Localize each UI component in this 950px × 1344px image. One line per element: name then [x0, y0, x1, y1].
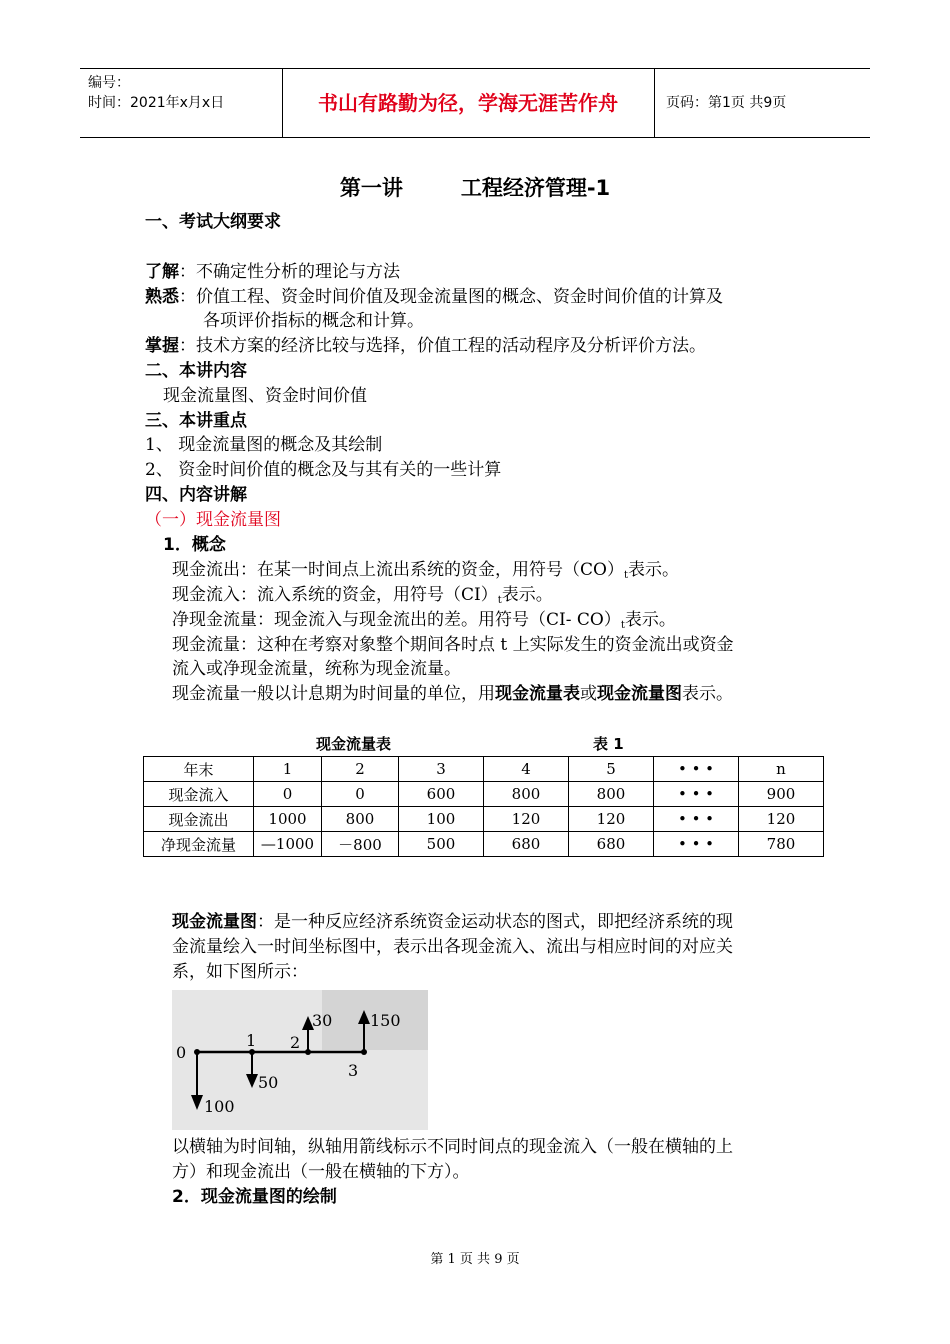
table-label: 表 1: [593, 735, 624, 753]
table-cell: 5: [569, 757, 654, 782]
value-label-50: 50: [258, 1073, 279, 1092]
header-meta: [88, 73, 224, 113]
diagram-after-line1: 以横轴为时间轴，纵轴用箭线标示不同时间点的现金流入（一般在横轴的上: [172, 1137, 733, 1157]
cashflow-diagram: [172, 990, 428, 1130]
header-page-info: 页码：第1页 共9页: [666, 95, 787, 111]
diagram-def-line1: [172, 910, 733, 934]
diagram-after-line2: 方）和现金流出（一般在横轴的下方）。: [172, 1162, 470, 1182]
familiar-label: 熟悉: [145, 287, 179, 307]
master-label: 掌握: [145, 336, 179, 356]
header-divider: [654, 69, 655, 137]
page-header: [80, 68, 870, 138]
table-cell: 680: [569, 832, 654, 857]
subscript-t: t: [623, 570, 628, 581]
inflow-text-end: 表示。: [501, 585, 553, 605]
time-label-1: 1: [246, 1031, 257, 1050]
time-label-0: 0: [176, 1043, 187, 1062]
table-cell: 现金流出: [144, 807, 254, 832]
key-point-1: 1、 现金流量图的概念及其绘制: [145, 435, 383, 455]
table-cell: 800: [569, 782, 654, 807]
section2-text: 现金流量图、资金时间价值: [163, 386, 367, 406]
time-label: 时间：2021年x月x日: [88, 95, 225, 111]
value-label-100: 100: [204, 1097, 235, 1116]
inflow-text: 现金流入：流入系统的资金，用符号（CI）: [172, 585, 498, 605]
header-motto: 书山有路勤为径，学海无涯苦作舟: [318, 91, 618, 115]
key-point-2: 2、 资金时间价值的概念及与其有关的一些计算: [145, 460, 502, 480]
section3-heading: 三、本讲重点: [145, 411, 247, 431]
diagram-def-line3: 系，如下图所示：: [172, 962, 308, 982]
table-cell: 120: [569, 807, 654, 832]
outflow-text: 现金流出：在某一时间点上流出系统的资金，用符号（CO）: [172, 560, 624, 580]
table-cell: 100: [399, 807, 484, 832]
time-label-3: 3: [348, 1061, 359, 1080]
drawing-heading: 2．现金流量图的绘制: [172, 1187, 337, 1207]
subscript-t: t: [497, 595, 502, 606]
represent-line: [172, 682, 733, 706]
represent-end: 表示。: [682, 684, 733, 704]
table-cell: 净现金流量: [144, 832, 254, 857]
table-cell: 0: [322, 782, 399, 807]
table-cell: 900: [739, 782, 824, 807]
table-cell: 680: [484, 832, 569, 857]
familiar-line2: 各项评价指标的概念和计算。: [203, 311, 424, 331]
table-cell: 120: [484, 807, 569, 832]
table-cell: －800: [322, 832, 399, 857]
title-lecture: 第一讲: [339, 176, 403, 200]
table-cell: 800: [484, 782, 569, 807]
cashflow-table: [143, 756, 824, 857]
table-row: [144, 832, 824, 857]
table-cell: 500: [399, 832, 484, 857]
table-cell: 600: [399, 782, 484, 807]
section1-heading: 一、考试大纲要求: [145, 212, 281, 232]
table-cell: • • •: [654, 807, 739, 832]
table-cell: • • •: [654, 782, 739, 807]
cashflow-def-line1: 现金流量：这种在考察对象整个期间各时点 t 上实际发生的资金流出或资金: [172, 635, 734, 655]
table-cell: n: [739, 757, 824, 782]
table-row: [144, 757, 824, 782]
understand-line: [145, 260, 400, 284]
net-text: 净现金流量：现金流入与现金流出的差。用符号（CI- CO）: [172, 610, 621, 630]
diagram-def-line2: 金流量绘入一时间坐标图中，表示出各现金流入、流出与相应时间的对应关: [172, 937, 733, 957]
table-cell: —1000: [254, 832, 322, 857]
subsection-cashflow: （一）现金流量图: [145, 510, 281, 530]
table-cell: • • •: [654, 832, 739, 857]
table-row: [144, 782, 824, 807]
represent-text: 现金流量一般以计息期为时间量的单位，用: [172, 684, 495, 704]
net-text-end: 表示。: [624, 610, 676, 630]
table-cell: 3: [399, 757, 484, 782]
diagram-def-text: ：是一种反应经济系统资金运动状态的图式，即把经济系统的现: [257, 912, 733, 932]
represent-or: 或: [580, 684, 597, 704]
table-cell: • • •: [654, 757, 739, 782]
value-label-150: 150: [370, 1011, 401, 1030]
title-topic: 工程经济管理-1: [460, 176, 611, 200]
understand-text: ：不确定性分析的理论与方法: [179, 262, 400, 282]
table-cell: 0: [254, 782, 322, 807]
table-cell: 1000: [254, 807, 322, 832]
table-cell: 2: [322, 757, 399, 782]
page-title: [0, 172, 950, 202]
represent-table-term: 现金流量表: [495, 684, 580, 704]
master-text: ：技术方案的经济比较与选择，价值工程的活动程序及分析评价方法。: [179, 336, 706, 356]
section2-heading: 二、本讲内容: [145, 361, 247, 381]
page-footer: 第 1 页 共 9 页: [430, 1252, 520, 1267]
table-cell: 年末: [144, 757, 254, 782]
represent-chart-term: 现金流量图: [597, 684, 682, 704]
table-cell: 780: [739, 832, 824, 857]
table-cell: 120: [739, 807, 824, 832]
table-cell: 现金流入: [144, 782, 254, 807]
table-cell: 4: [484, 757, 569, 782]
table-cell: 1: [254, 757, 322, 782]
familiar-line: [145, 285, 723, 309]
diagram-def-label: 现金流量图: [172, 912, 257, 932]
familiar-text: ：价值工程、资金时间价值及现金流量图的概念、资金时间价值的计算及: [179, 287, 723, 307]
cashflow-def-line2: 流入或净现金流量，统称为现金流量。: [172, 659, 461, 679]
table-row: [144, 807, 824, 832]
table-caption: 现金流量表: [316, 735, 392, 753]
concept-heading: 1．概念: [163, 535, 226, 555]
table-cell: 800: [322, 807, 399, 832]
time-label-2: 2: [290, 1033, 301, 1052]
understand-label: 了解: [145, 262, 179, 282]
subscript-t: t: [620, 620, 625, 631]
section4-heading: 四、内容讲解: [145, 485, 247, 505]
outflow-text-end: 表示。: [627, 560, 679, 580]
value-label-30: 30: [312, 1011, 333, 1030]
master-line: [145, 334, 706, 358]
number-label: 编号：: [88, 75, 130, 91]
